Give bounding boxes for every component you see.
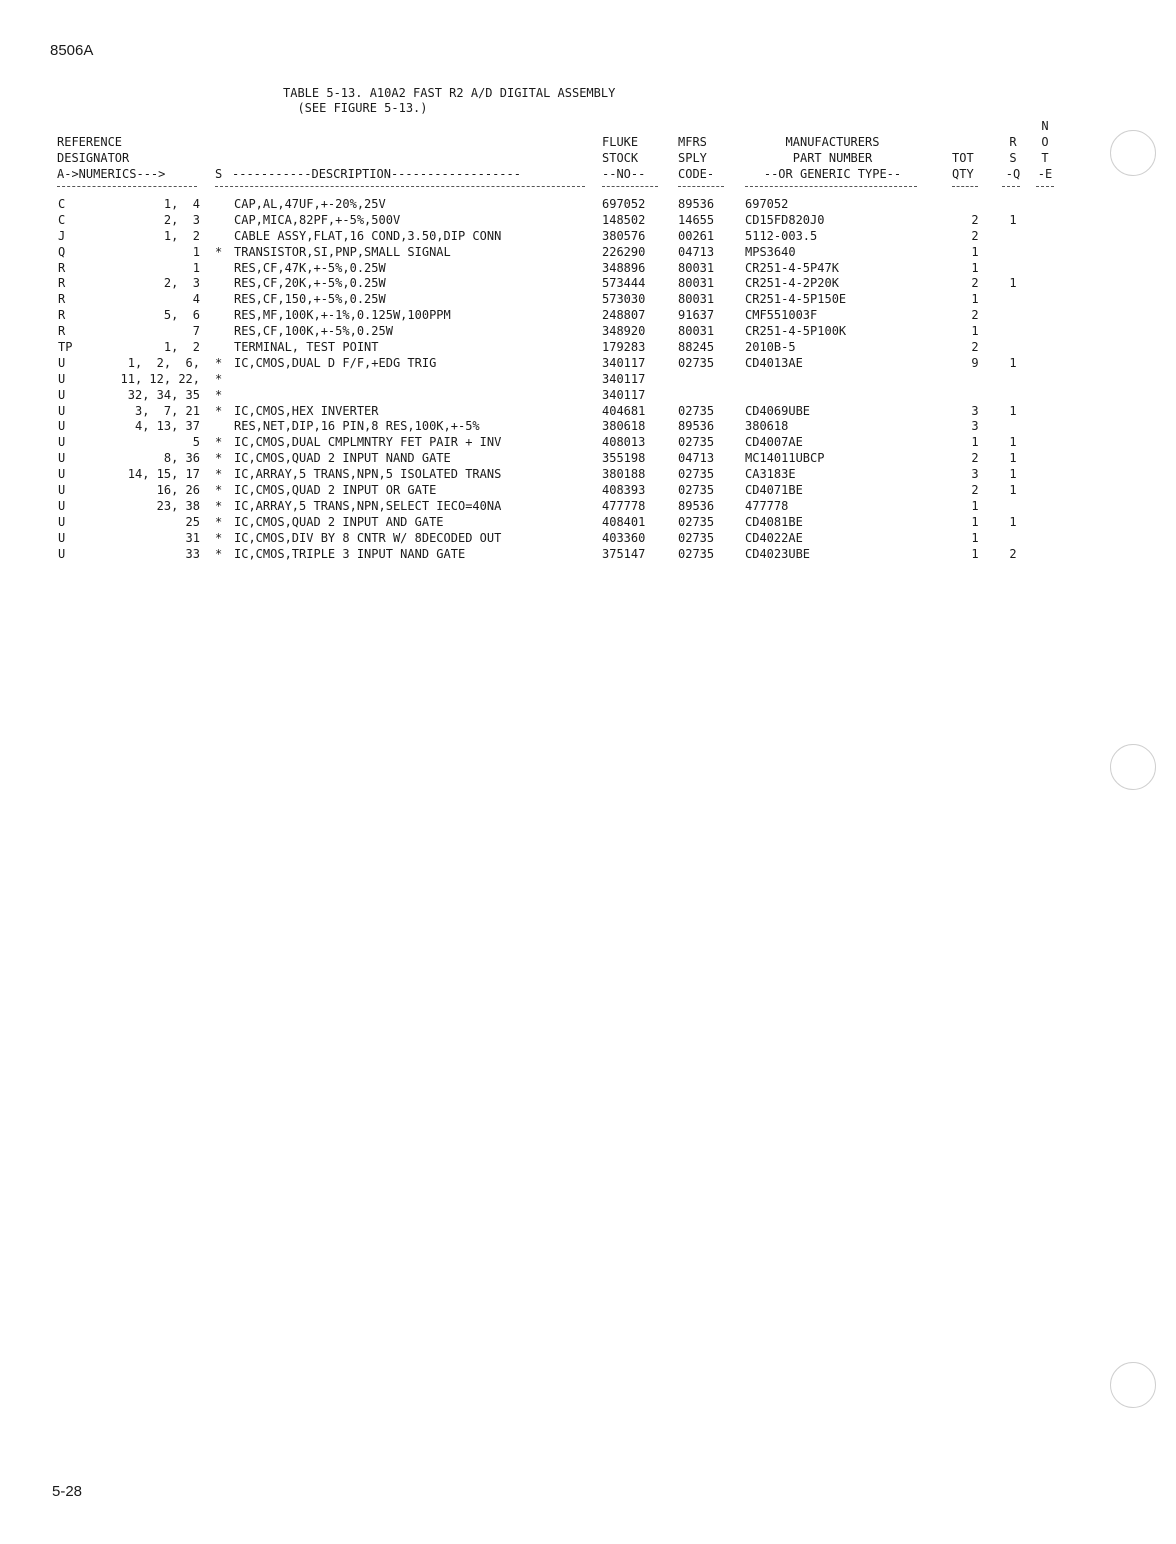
- description: CAP,MICA,82PF,+-5%,500V: [234, 212, 401, 227]
- ref-numerics: 5, 6: [163, 308, 200, 323]
- recommended-spare-qty: 1: [1009, 276, 1017, 291]
- mfr-supply-code: 89536: [678, 498, 715, 513]
- description: RES,MF,100K,+-1%,0.125W,100PPM: [234, 308, 451, 323]
- ref-numerics: 25: [185, 514, 200, 529]
- table-row: [0, 515, 1176, 531]
- static-sensitive-flag: *: [215, 387, 223, 402]
- mfr-supply-code: 02735: [678, 355, 715, 370]
- header-note-line1: N: [1041, 119, 1049, 133]
- table-title: TABLE 5-13. A10A2 FAST R2 A/D DIGITAL ASSEMBLY: [283, 86, 616, 100]
- table-row: [0, 435, 1176, 451]
- fluke-stock-number: 573030: [602, 292, 646, 307]
- total-quantity: 2: [971, 212, 979, 227]
- description: IC,CMOS,DUAL CMPLMNTRY FET PAIR + INV: [234, 435, 502, 450]
- fluke-stock-number: 408013: [602, 435, 646, 450]
- ref-type: J: [58, 228, 66, 243]
- ref-type: U: [58, 435, 66, 450]
- mfr-supply-code: 02735: [678, 467, 715, 482]
- mfr-supply-code: 89536: [678, 197, 715, 211]
- mfr-supply-code: 89536: [678, 419, 715, 434]
- ref-numerics: 23, 38: [156, 498, 200, 513]
- recommended-spare-qty: 1: [1009, 435, 1017, 450]
- table-title-block: [283, 86, 615, 116]
- parts-list: [0, 197, 1176, 562]
- mfr-part-number: 2010B-5: [745, 340, 796, 355]
- total-quantity: 1: [971, 514, 979, 529]
- mfr-part-number: CD4007AE: [745, 435, 803, 450]
- header-note-line3: T: [1041, 151, 1049, 165]
- header-qty-line1: TOT: [952, 151, 974, 165]
- header-rule: [1002, 186, 1020, 187]
- total-quantity: 1: [971, 498, 979, 513]
- description: RES,CF,100K,+-5%,0.25W: [234, 324, 393, 339]
- header-qty-line2: QTY: [952, 167, 974, 181]
- header-part-number: [745, 134, 920, 182]
- fluke-stock-number: 355198: [602, 451, 646, 466]
- table-row: [0, 213, 1176, 229]
- total-quantity: 3: [971, 419, 979, 434]
- table-row: [0, 419, 1176, 435]
- header-code-line2: SPLY: [678, 151, 707, 165]
- ref-type: U: [58, 483, 66, 498]
- mfr-supply-code: 02735: [678, 546, 715, 561]
- mfr-part-number: CR251-4-2P20K: [745, 276, 839, 291]
- table-row: [0, 197, 1176, 213]
- header-ref-line1: REFERENCE: [57, 135, 123, 149]
- header-rule: [1036, 186, 1054, 187]
- table-row: [0, 292, 1176, 308]
- ref-type: U: [58, 514, 66, 529]
- description: RES,CF,47K,+-5%,0.25W: [234, 260, 386, 275]
- mfr-part-number: CR251-4-5P100K: [745, 324, 847, 339]
- ref-numerics: 1, 2, 6,: [127, 355, 200, 370]
- recommended-spare-qty: 2: [1009, 546, 1017, 561]
- header-note: [1034, 118, 1056, 182]
- ref-type: R: [58, 276, 66, 291]
- ref-type: U: [58, 498, 66, 513]
- fluke-stock-number: 573444: [602, 276, 646, 291]
- header-part-line3: --OR GENERIC TYPE--: [763, 167, 902, 181]
- header-description: -----------DESCRIPTION------------------: [232, 167, 521, 181]
- description: TERMINAL, TEST POINT: [234, 340, 379, 355]
- header-note-line4: -E: [1037, 167, 1053, 181]
- header-rule: [678, 186, 724, 187]
- mfr-supply-code: 04713: [678, 451, 715, 466]
- mfr-part-number: CD4071BE: [745, 483, 803, 498]
- mfr-part-number: CD15FD820J0: [745, 212, 825, 227]
- model-number: 8506A: [50, 42, 94, 59]
- mfr-supply-code: 14655: [678, 212, 715, 227]
- header-tot-qty: [952, 150, 974, 182]
- total-quantity: 3: [971, 403, 979, 418]
- recommended-spare-qty: 1: [1009, 403, 1017, 418]
- ref-type: U: [58, 467, 66, 482]
- ref-numerics: 5: [192, 435, 200, 450]
- header-rule: [215, 186, 585, 187]
- mfr-part-number: 5112-003.5: [745, 228, 818, 243]
- header-rule: [745, 186, 917, 187]
- description: RES,CF,150,+-5%,0.25W: [234, 292, 386, 307]
- fluke-stock-number: 148502: [602, 212, 646, 227]
- ref-type: C: [58, 197, 66, 211]
- mfr-supply-code: 80031: [678, 324, 715, 339]
- table-row: [0, 483, 1176, 499]
- table-row: [0, 467, 1176, 483]
- mfr-part-number: MPS3640: [745, 244, 796, 259]
- fluke-stock-number: 380576: [602, 228, 646, 243]
- ref-numerics: 3, 7, 21: [134, 403, 200, 418]
- mfr-part-number: CA3183E: [745, 467, 796, 482]
- recommended-spare-qty: 1: [1009, 212, 1017, 227]
- total-quantity: 2: [971, 228, 979, 243]
- mfr-part-number: CD4069UBE: [745, 403, 811, 418]
- fluke-stock-number: 408393: [602, 483, 646, 498]
- ref-numerics: 32, 34, 35: [127, 387, 200, 402]
- table-row: [0, 245, 1176, 261]
- table-row: [0, 404, 1176, 420]
- total-quantity: 2: [971, 451, 979, 466]
- ref-type: U: [58, 355, 66, 370]
- static-sensitive-flag: *: [215, 483, 223, 498]
- mfr-supply-code: 04713: [678, 244, 715, 259]
- recommended-spare-qty: 1: [1009, 514, 1017, 529]
- description: RES,CF,20K,+-5%,0.25W: [234, 276, 386, 291]
- description: IC,CMOS,HEX INVERTER: [234, 403, 379, 418]
- header-rsq-line1: R: [1009, 135, 1017, 149]
- header-rsq-line3: -Q: [1005, 167, 1021, 181]
- binder-hole: [1110, 130, 1156, 176]
- mfr-supply-code: 02735: [678, 483, 715, 498]
- binder-hole: [1110, 1362, 1156, 1408]
- total-quantity: 1: [971, 435, 979, 450]
- total-quantity: 2: [971, 308, 979, 323]
- mfr-part-number: MC14011UBCP: [745, 451, 825, 466]
- mfr-part-number: CD4022AE: [745, 530, 803, 545]
- static-sensitive-flag: *: [215, 546, 223, 561]
- static-sensitive-flag: *: [215, 435, 223, 450]
- ref-numerics: 1, 2: [163, 228, 200, 243]
- header-stock-line3: --NO--: [602, 167, 646, 181]
- ref-type: U: [58, 451, 66, 466]
- header-rsq-line2: S: [1009, 151, 1017, 165]
- mfr-part-number: CD4023UBE: [745, 546, 811, 561]
- description: IC,CMOS,DUAL D F/F,+EDG TRIG: [234, 355, 437, 370]
- mfr-part-number: CD4013AE: [745, 355, 803, 370]
- table-row: [0, 229, 1176, 245]
- table-row: [0, 531, 1176, 547]
- fluke-stock-number: 404681: [602, 403, 646, 418]
- static-sensitive-flag: *: [215, 467, 223, 482]
- table-row: [0, 261, 1176, 277]
- fluke-stock-number: 340117: [602, 355, 646, 370]
- header-rsq: [1002, 134, 1024, 182]
- fluke-stock-number: 226290: [602, 244, 646, 259]
- header-part-line2: PART NUMBER: [792, 151, 873, 165]
- table-row: [0, 308, 1176, 324]
- ref-numerics: 1, 4: [163, 197, 200, 211]
- ref-numerics: 31: [185, 530, 200, 545]
- table-row: [0, 276, 1176, 292]
- ref-numerics: 16, 26: [156, 483, 200, 498]
- static-sensitive-flag: *: [215, 498, 223, 513]
- static-sensitive-flag: *: [215, 530, 223, 545]
- static-sensitive-flag: *: [215, 355, 223, 370]
- description: IC,CMOS,QUAD 2 INPUT AND GATE: [234, 514, 444, 529]
- total-quantity: 1: [971, 530, 979, 545]
- total-quantity: 2: [971, 483, 979, 498]
- table-row: [0, 499, 1176, 515]
- mfr-supply-code: 00261: [678, 228, 715, 243]
- static-sensitive-flag: *: [215, 514, 223, 529]
- ref-numerics: 11, 12, 22,: [120, 371, 200, 386]
- ref-type: U: [58, 419, 66, 434]
- description: CAP,AL,47UF,+-20%,25V: [234, 197, 386, 211]
- ref-numerics: 4: [192, 292, 200, 307]
- ref-type: U: [58, 403, 66, 418]
- ref-type: U: [58, 371, 66, 386]
- ref-numerics: 1: [192, 260, 200, 275]
- header-note-line2: O: [1041, 135, 1049, 149]
- mfr-part-number: CD4081BE: [745, 514, 803, 529]
- mfr-supply-code: 02735: [678, 514, 715, 529]
- ref-type: U: [58, 387, 66, 402]
- static-sensitive-flag: *: [215, 371, 223, 386]
- mfr-supply-code: 02735: [678, 403, 715, 418]
- description: CABLE ASSY,FLAT,16 COND,3.50,DIP CONN: [234, 228, 502, 243]
- mfr-supply-code: 02735: [678, 530, 715, 545]
- mfr-part-number: CR251-4-5P47K: [745, 260, 839, 275]
- fluke-stock-number: 340117: [602, 387, 646, 402]
- ref-numerics: 14, 15, 17: [127, 467, 200, 482]
- mfr-part-number: 697052: [745, 197, 789, 211]
- mfr-supply-code: 80031: [678, 276, 715, 291]
- description: IC,CMOS,QUAD 2 INPUT OR GATE: [234, 483, 437, 498]
- header-part-line1: MANUFACTURERS: [785, 135, 880, 149]
- ref-type: C: [58, 212, 66, 227]
- fluke-stock-number: 340117: [602, 371, 646, 386]
- total-quantity: 2: [971, 276, 979, 291]
- header-ref-line2: DESIGNATOR: [57, 151, 130, 165]
- ref-numerics: 1: [192, 244, 200, 259]
- fluke-stock-number: 697052: [602, 197, 646, 211]
- description: IC,CMOS,DIV BY 8 CNTR W/ 8DECODED OUT: [234, 530, 502, 545]
- mfr-part-number: CMF551003F: [745, 308, 818, 323]
- header-rule: [57, 186, 197, 187]
- ref-numerics: 2, 3: [163, 276, 200, 291]
- fluke-stock-number: 348896: [602, 260, 646, 275]
- binder-hole: [1110, 744, 1156, 790]
- table-subtitle: (SEE FIGURE 5-13.): [297, 101, 428, 115]
- description: IC,CMOS,TRIPLE 3 INPUT NAND GATE: [234, 546, 466, 561]
- total-quantity: 1: [971, 292, 979, 307]
- fluke-stock-number: 380618: [602, 419, 646, 434]
- ref-type: R: [58, 324, 66, 339]
- total-quantity: 1: [971, 244, 979, 259]
- fluke-stock-number: 375147: [602, 546, 646, 561]
- mfr-supply-code: 88245: [678, 340, 715, 355]
- header-rule: [602, 186, 658, 187]
- mfr-part-number: 380618: [745, 419, 789, 434]
- page-number: 5-28: [52, 1483, 83, 1500]
- ref-numerics: 4, 13, 37: [134, 419, 200, 434]
- ref-numerics: 2, 3: [163, 212, 200, 227]
- total-quantity: 3: [971, 467, 979, 482]
- header-rule: [952, 186, 978, 187]
- table-row: [0, 324, 1176, 340]
- static-sensitive-flag: *: [215, 244, 223, 259]
- fluke-stock-number: 179283: [602, 340, 646, 355]
- header-code-line3: CODE-: [678, 167, 715, 181]
- header-ref-line3: A->NUMERICS--->: [57, 167, 166, 181]
- header-code-line1: MFRS: [678, 135, 707, 149]
- description: RES,NET,DIP,16 PIN,8 RES,100K,+-5%: [234, 419, 480, 434]
- recommended-spare-qty: 1: [1009, 451, 1017, 466]
- header-stock-line2: STOCK: [602, 151, 639, 165]
- table-row: [0, 356, 1176, 372]
- fluke-stock-number: 248807: [602, 308, 646, 323]
- fluke-stock-number: 348920: [602, 324, 646, 339]
- total-quantity: 1: [971, 260, 979, 275]
- static-sensitive-flag: *: [215, 451, 223, 466]
- ref-type: U: [58, 546, 66, 561]
- ref-type: U: [58, 530, 66, 545]
- ref-numerics: 7: [192, 324, 200, 339]
- total-quantity: 9: [971, 355, 979, 370]
- header-s: S: [215, 167, 223, 181]
- description: IC,ARRAY,5 TRANS,NPN,5 ISOLATED TRANS: [234, 467, 502, 482]
- recommended-spare-qty: 1: [1009, 355, 1017, 370]
- ref-type: TP: [58, 340, 73, 355]
- mfr-supply-code: 91637: [678, 308, 715, 323]
- ref-type: Q: [58, 244, 66, 259]
- ref-numerics: 8, 36: [163, 451, 200, 466]
- mfr-supply-code: 80031: [678, 292, 715, 307]
- table-row: [0, 340, 1176, 356]
- description: IC,CMOS,QUAD 2 INPUT NAND GATE: [234, 451, 451, 466]
- header-stock-line1: FLUKE: [602, 135, 639, 149]
- ref-type: R: [58, 308, 66, 323]
- total-quantity: 2: [971, 340, 979, 355]
- static-sensitive-flag: *: [215, 403, 223, 418]
- recommended-spare-qty: 1: [1009, 467, 1017, 482]
- table-row: [0, 451, 1176, 467]
- ref-numerics: 1, 2: [163, 340, 200, 355]
- mfr-part-number: 477778: [745, 498, 789, 513]
- header-mfrs-code: [678, 134, 714, 182]
- fluke-stock-number: 380188: [602, 467, 646, 482]
- table-row: [0, 372, 1176, 388]
- fluke-stock-number: 408401: [602, 514, 646, 529]
- header-reference-designator: [57, 134, 165, 182]
- recommended-spare-qty: 1: [1009, 483, 1017, 498]
- table-row: [0, 547, 1176, 563]
- mfr-supply-code: 02735: [678, 435, 715, 450]
- ref-type: R: [58, 292, 66, 307]
- ref-numerics: 33: [185, 546, 200, 561]
- fluke-stock-number: 477778: [602, 498, 646, 513]
- description: TRANSISTOR,SI,PNP,SMALL SIGNAL: [234, 244, 451, 259]
- total-quantity: 1: [971, 324, 979, 339]
- mfr-part-number: CR251-4-5P150E: [745, 292, 847, 307]
- description: IC,ARRAY,5 TRANS,NPN,SELECT IECO=40NA: [234, 498, 502, 513]
- table-row: [0, 388, 1176, 404]
- header-fluke-stock: [602, 134, 645, 182]
- fluke-stock-number: 403360: [602, 530, 646, 545]
- mfr-supply-code: 80031: [678, 260, 715, 275]
- ref-type: R: [58, 260, 66, 275]
- total-quantity: 1: [971, 546, 979, 561]
